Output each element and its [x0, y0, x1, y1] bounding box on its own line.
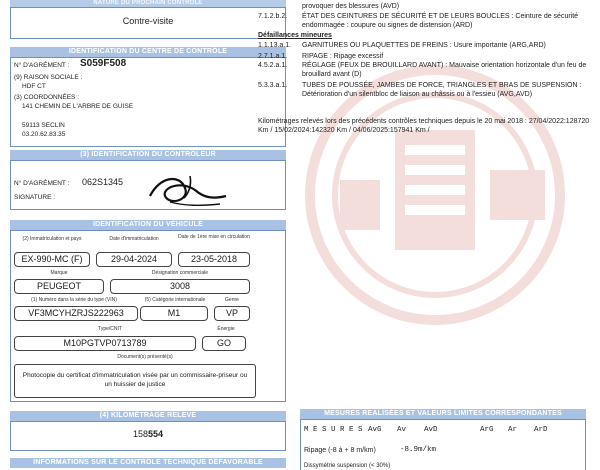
km-header: (4) KILOMÉTRAGE RELEVÉ [10, 411, 286, 421]
date-immat-label: Date d'immatriculation [109, 236, 159, 242]
col-av: Av [397, 426, 407, 434]
documents-label: Document(s) présenté(s) [117, 354, 173, 360]
km-value-main: 158 [132, 429, 148, 439]
info-header: INFORMATIONS SUR LE CONTRÔLE TECHNIQUE DÉFAVORABLE [10, 458, 286, 468]
col-ard: ArD [534, 426, 548, 434]
minor-header: Défaillances mineures [258, 32, 332, 39]
minor-text-4: TUBES DE POUSSÉE, JAMBES DE FORCE, TRIANGLES ET BRAS DE SUSPENSION : Détérioration d'un silentbloc de liaison au châssis ou à l'essieu (AVG,AVD) [302, 82, 582, 98]
type-label: Type/CNIT [98, 326, 122, 332]
date-first-field: 23-05-2018 [178, 252, 250, 267]
prochain-value: Contre-visite [122, 16, 174, 26]
agrement-value: S059F508 [80, 58, 127, 69]
col-arg: ArG [480, 426, 494, 434]
mesures-label: M E S U R E S [304, 426, 363, 434]
agrement-label: N° D'AGRÉMENT : [14, 62, 70, 69]
categorie-label: (5) Catégorie internationale [144, 297, 206, 303]
minor-code-3: 4.5.2.a.1. [258, 62, 288, 69]
genre-label: Genre [225, 297, 239, 303]
item1-code: 7.1.2.b.2. [258, 13, 288, 20]
centre-header: IDENTIFICATION DU CENTRE DE CONTRÔLE [10, 47, 286, 57]
date-immat-field: 29-04-2024 [96, 252, 172, 267]
immat-label: (2) Immatriculation et pays [22, 236, 82, 242]
km-value [10, 430, 286, 439]
km-value-bold: 554 [148, 429, 164, 439]
phone-line: 03.20.62.83.35 [22, 131, 66, 138]
marque-field: PEUGEOT [14, 279, 104, 294]
minor-text-3: RÉGLAGE (FEUX DE BROUILLARD AVANT) : Mauvaise orientation horizontale d'un feu de brouillard avant (D) [302, 62, 587, 78]
col-avg: AvG [368, 426, 382, 434]
controleur-header: (3) IDENTIFICATION DU CONTRÔLEUR [10, 150, 286, 160]
ctrl-agrement-label: N° D'AGRÉMENT : [14, 180, 70, 187]
ctrl-agrement-value: 062S1345 [82, 177, 124, 187]
minor-code-4: 5.3.3.a.1. [258, 82, 288, 89]
minor-code-1: 1.1.13.a.1. [258, 42, 292, 49]
date-first-label: Date de 1ère mise en circulation [178, 234, 250, 240]
designation-field: 3008 [110, 279, 250, 294]
ripage-value: -8.9m/km [400, 446, 437, 454]
vehicule-header: IDENTIFICATION DU VÉHICULE [10, 220, 286, 230]
vin-field: VF3MCYHZRJS222963 [14, 306, 138, 321]
signature-image [140, 166, 230, 212]
energie-field: GO [202, 336, 246, 351]
item1-text: ÉTAT DES CEINTURES DE SÉCURITÉ ET DE LEURS BOUCLES : Ceinture de sécurité endommagée : coupure ou signes de distension (ARD) [302, 13, 579, 29]
documents-field: Photocopie du certificat d'immatriculation visée par un commissaire-priseur ou un huissier de justice [14, 364, 256, 398]
watermark-logo [300, 60, 570, 330]
coord-label: (3) COORDONNÉES : [14, 94, 80, 101]
energie-label: Énergie [217, 326, 235, 332]
vin-label: (1) Numéro dans la série du type (VIN) [31, 297, 117, 303]
immat-field: EX-990-MC (F) [14, 252, 90, 267]
minor-text-2: RIPAGE : Ripage excessif [302, 53, 384, 60]
minor-text-1: GARNITURES OU PLAQUETTES DE FREINS : Usure importante (ARG,ARD) [302, 42, 546, 49]
prochain-header: NATURE DU PROCHAIN CONTRÔLE [10, 0, 286, 7]
col-avd: AvD [424, 426, 438, 434]
mesures-header: MESURES RÉALISÉES ET VALEURS LIMITES CORRESPONDANTES [300, 409, 586, 419]
type-field: M10PGTVP0713789 [14, 336, 196, 351]
categorie-field: M1 [140, 306, 208, 321]
genre-field: VP [214, 306, 250, 321]
km-history: Kilométrages relevés lors des précédents contrôles techniques depuis le 20 mai 2018 : 27/04/2022:128720 Km / 15/02/2024:142320 Km / 04/06/2025:157941 Km / [258, 118, 590, 134]
ripage-label: Ripage (-8 à + 8 m/km) [304, 447, 376, 454]
minor-code-2: 2.7.1.a.1. [258, 53, 288, 60]
col-ar: Ar [508, 426, 518, 434]
signature-label: SIGNATURE : [14, 194, 56, 201]
top-line: provoquer des blessures (AVD) [302, 3, 400, 10]
address-line: 141 CHEMIN DE L'ARBRE DE GUISE [22, 103, 134, 110]
marque-label: Marque [50, 270, 68, 276]
raison-value: HDF CT [22, 83, 46, 90]
city-line: 59113 SECLIN [22, 122, 65, 129]
dissym-label: Dissymétrie suspension (< 30%) [304, 463, 391, 469]
designation-label: Désignation commerciale [151, 270, 209, 276]
raison-label: (9) RAISON SOCIALE : [14, 74, 83, 81]
